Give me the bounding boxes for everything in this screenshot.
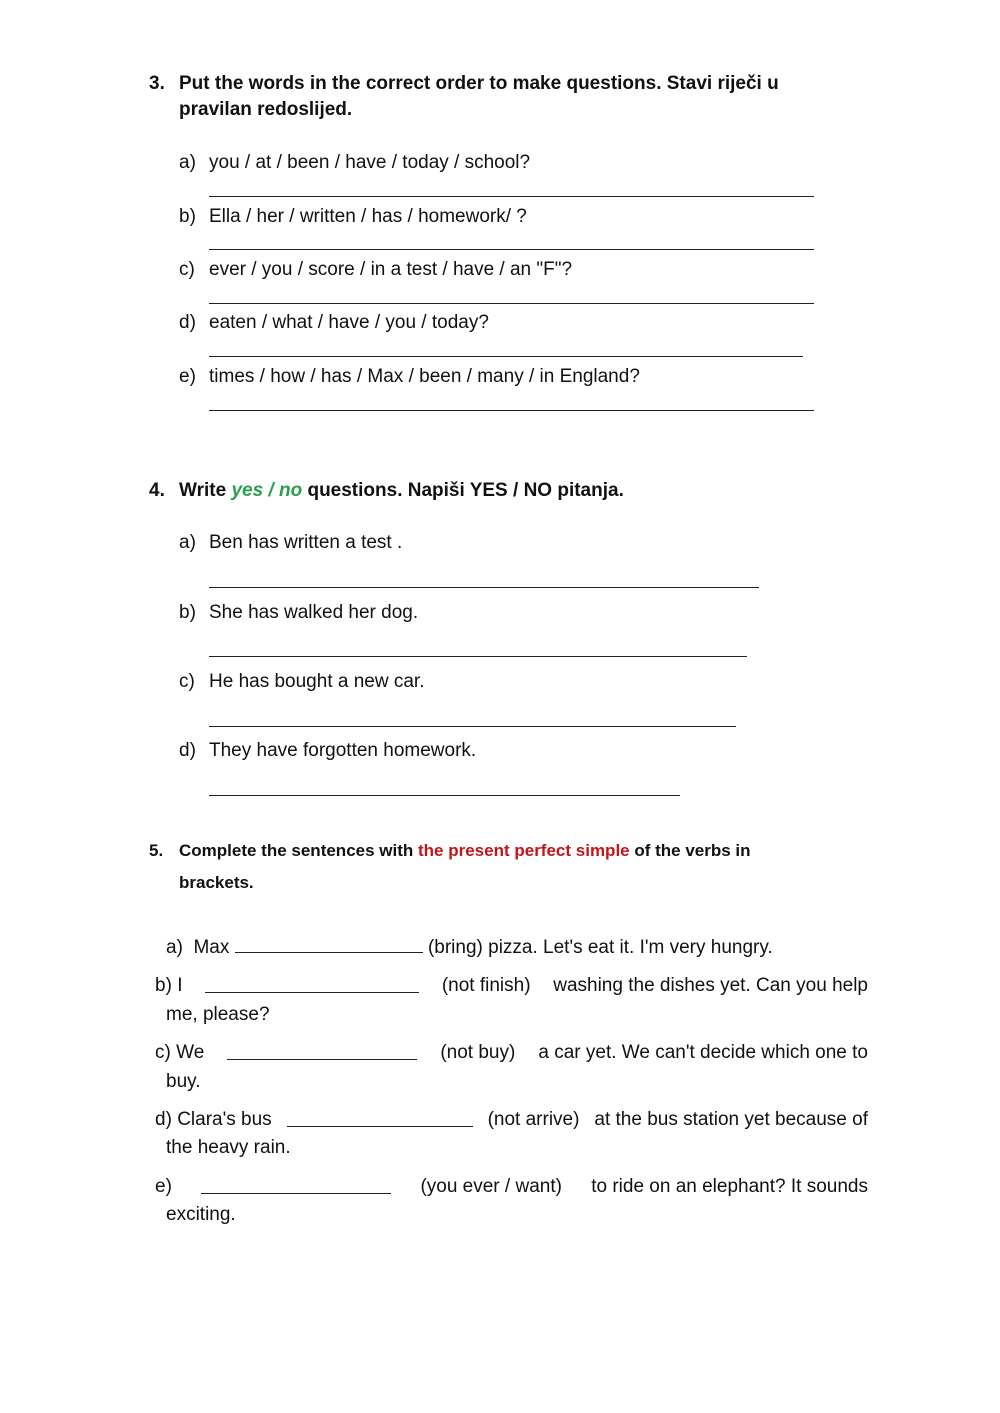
sentence-rest: washing the dishes yet. Can you help — [553, 975, 868, 996]
item-letter: c) — [179, 259, 195, 280]
item-letter: c) — [179, 671, 195, 692]
item-letter: c) — [155, 1042, 171, 1063]
sentence-subject: Max — [193, 937, 230, 958]
sentence-d — [155, 1109, 868, 1131]
sentence-rest: at the bus station yet because of — [594, 1109, 868, 1130]
verb-blank[interactable] — [201, 1176, 391, 1194]
section-4-title — [179, 478, 624, 504]
item-letter: b) — [179, 206, 196, 227]
yes-no-highlight: yes / no — [231, 480, 303, 501]
section-5-title — [179, 841, 751, 861]
tense-highlight: the present perfect simple — [418, 841, 630, 860]
section-4-number: 4. — [149, 480, 165, 501]
sentence-lead — [155, 1042, 204, 1064]
verb-blank[interactable] — [205, 975, 419, 993]
verb-blank[interactable] — [227, 1042, 417, 1060]
item-letter: d) — [155, 1109, 172, 1130]
sentence-a — [166, 935, 773, 961]
statement-prompt: Ben has written a test . — [209, 532, 403, 553]
item-letter: b) — [155, 975, 172, 996]
section-3-number: 3. — [149, 73, 165, 94]
answer-line[interactable] — [209, 356, 803, 357]
verb-hint: (you ever / want) — [420, 1176, 562, 1197]
verb-hint: (bring) — [427, 937, 483, 958]
section-5-title-post: of the verbs in — [629, 841, 751, 860]
section-5-title-pre: Complete the sentences with — [179, 841, 418, 860]
sentence-lead — [155, 1109, 272, 1131]
question-prompt: Ella / her / written / has / homework/ ? — [209, 206, 527, 227]
sentence-lead — [155, 975, 182, 997]
sentence-continuation: the heavy rain. — [166, 1137, 291, 1158]
sentence-subject: Clara's bus — [177, 1109, 272, 1130]
sentence-continuation: buy. — [166, 1071, 201, 1092]
sentence-b — [155, 975, 868, 997]
answer-line[interactable] — [209, 410, 814, 411]
verb-hint: (not arrive) — [487, 1109, 580, 1130]
answer-line[interactable] — [209, 587, 759, 588]
verb-blank[interactable] — [287, 1109, 473, 1127]
sentence-rest: a car yet. We can't decide which one to — [538, 1042, 868, 1063]
item-letter: a) — [179, 532, 196, 553]
sentence-e — [155, 1176, 868, 1198]
answer-line[interactable] — [209, 726, 736, 727]
answer-line[interactable] — [209, 795, 680, 796]
section-3-title-line1: Put the words in the correct order to make questions. Stavi riječi u — [179, 73, 779, 94]
sentence-continuation: me, please? — [166, 1004, 270, 1025]
sentence-subject: We — [176, 1042, 205, 1063]
statement-prompt: She has walked her dog. — [209, 602, 419, 623]
verb-hint: (not buy) — [440, 1042, 516, 1063]
statement-prompt: He has bought a new car. — [209, 671, 425, 692]
sentence-c — [155, 1042, 868, 1064]
item-letter: d) — [179, 312, 196, 333]
answer-line[interactable] — [209, 196, 814, 197]
section-3-title-line2: pravilan redoslijed. — [179, 99, 353, 120]
section-5-title-line2: brackets. — [179, 873, 254, 892]
question-prompt: you / at / been / have / today / school? — [209, 152, 531, 173]
verb-blank[interactable] — [235, 935, 423, 953]
section-4-title-pre: Write — [179, 480, 232, 501]
answer-line[interactable] — [209, 656, 747, 657]
question-prompt: eaten / what / have / you / today? — [209, 312, 489, 333]
sentence-rest: pizza. Let's eat it. I'm very hungry. — [488, 937, 773, 958]
sentence-continuation: exciting. — [166, 1204, 236, 1225]
sentence-subject: I — [177, 975, 183, 996]
sentence-rest: to ride on an elephant? It sounds — [591, 1176, 868, 1197]
section-5-number: 5. — [149, 841, 164, 860]
item-letter: d) — [179, 740, 196, 761]
item-letter: e) — [179, 366, 196, 387]
statement-prompt: They have forgotten homework. — [209, 740, 477, 761]
item-letter: e) — [155, 1176, 172, 1197]
question-prompt: times / how / has / Max / been / many / in England? — [209, 366, 640, 387]
item-letter: b) — [179, 602, 196, 623]
verb-hint: (not finish) — [441, 975, 531, 996]
item-letter: a) — [166, 937, 183, 958]
answer-line[interactable] — [209, 303, 814, 304]
question-prompt: ever / you / score / in a test / have / an "F"? — [209, 259, 573, 280]
item-letter: a) — [179, 152, 196, 173]
answer-line[interactable] — [209, 249, 814, 250]
section-4-title-post: questions. Napiši YES / NO pitanja. — [302, 480, 624, 501]
